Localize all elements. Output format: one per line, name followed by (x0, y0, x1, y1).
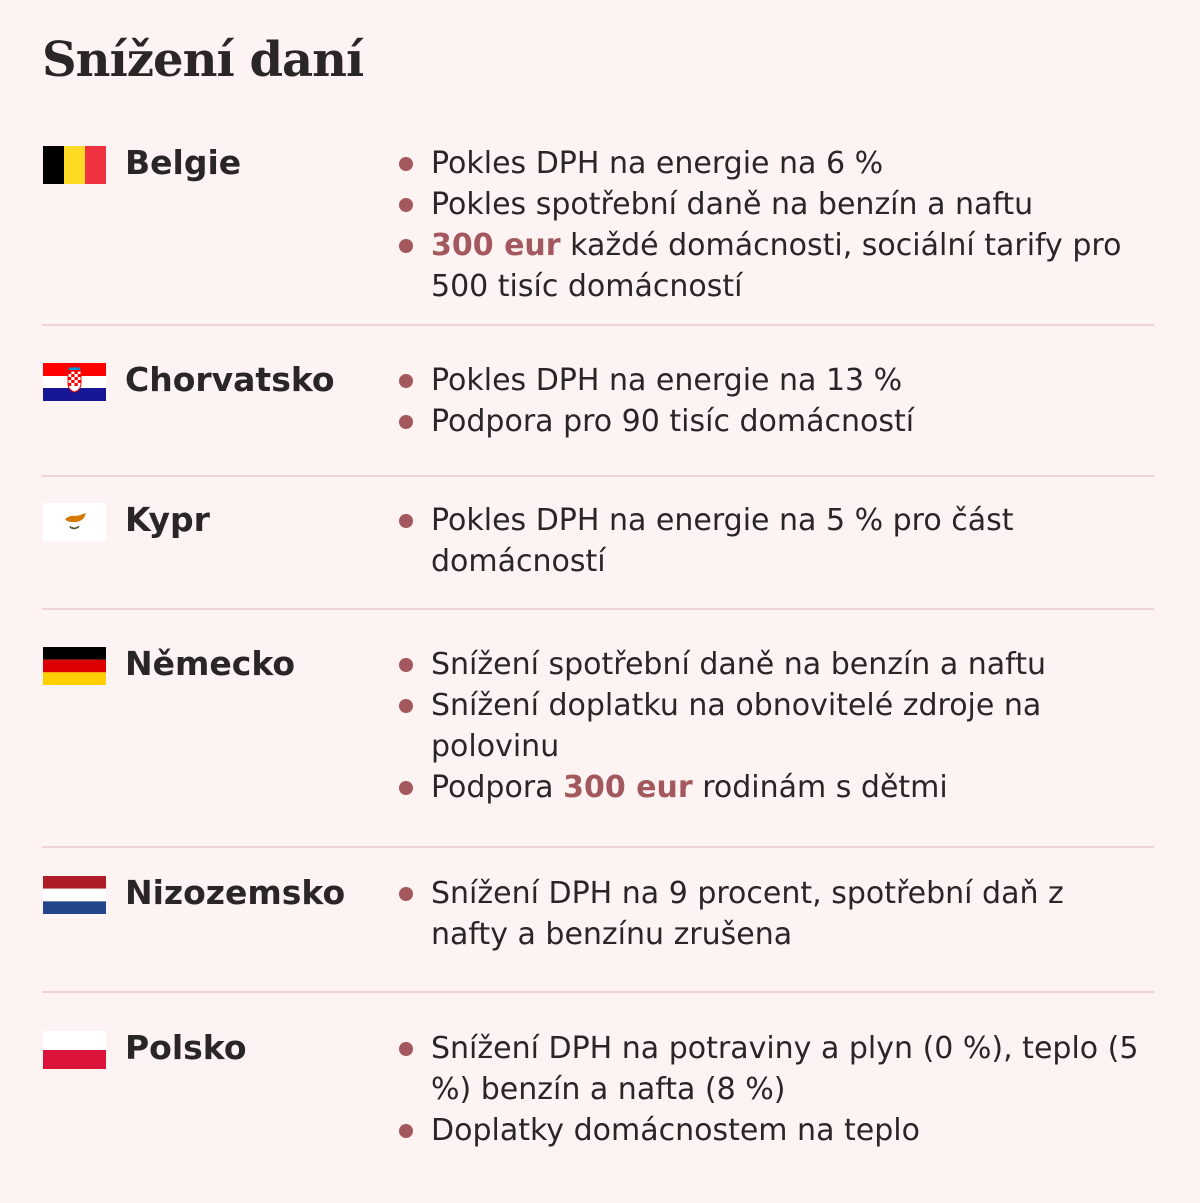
bullet-icon (399, 1042, 413, 1056)
divider (42, 991, 1154, 993)
list-item (397, 184, 1147, 225)
country-name: Belgie (125, 143, 242, 182)
list-item (397, 1110, 1147, 1151)
list-item (397, 225, 1147, 307)
list-item (397, 685, 1147, 767)
divider (42, 324, 1154, 326)
divider (42, 475, 1154, 477)
item-text: každé domácnosti, sociální tarify pro 500 tisíc domácností (431, 228, 1122, 304)
list-item (397, 873, 1147, 955)
page-title: Snížení daní (42, 32, 364, 88)
item-text: Snížení DPH na potraviny a plyn (0 %), teplo (5 %) benzín a nafta (8 %) (431, 1031, 1139, 1107)
measure-list (397, 360, 1147, 442)
bullet-icon (399, 1124, 413, 1138)
bullet-icon (399, 157, 413, 171)
bullet-icon (399, 198, 413, 212)
item-text: rodinám s dětmi (692, 770, 948, 805)
measure-list (397, 500, 1147, 582)
poland-flag-icon (43, 1031, 106, 1069)
bullet-icon (399, 781, 413, 795)
list-item (397, 1028, 1147, 1110)
item-text: Doplatky domácnostem na teplo (431, 1113, 920, 1148)
germany-flag-icon (43, 647, 106, 685)
list-item (397, 401, 1147, 442)
cyprus-flag-icon (43, 503, 106, 541)
country-name: Německo (125, 644, 296, 683)
list-item (397, 500, 1147, 582)
belgium-flag-icon (43, 146, 106, 184)
bullet-icon (399, 887, 413, 901)
bullet-icon (399, 374, 413, 388)
bullet-icon (399, 415, 413, 429)
highlight-amount: 300 eur (431, 228, 561, 263)
country-name: Nizozemsko (125, 873, 346, 912)
item-text: Snížení DPH na 9 procent, spotřební daň z nafty a benzínu zrušena (431, 876, 1064, 952)
list-item (397, 143, 1147, 184)
croatia-flag-icon (43, 363, 106, 401)
bullet-icon (399, 658, 413, 672)
item-text: Pokles DPH na energie na 5 % pro část domácností (431, 503, 1014, 579)
highlight-amount: 300 eur (563, 770, 693, 805)
item-text: Pokles DPH na energie na 6 % (431, 146, 884, 181)
measure-list (397, 1028, 1147, 1151)
bullet-icon (399, 239, 413, 253)
divider (42, 608, 1154, 610)
item-text: Podpora (431, 770, 564, 805)
country-name: Chorvatsko (125, 360, 335, 399)
item-text: Pokles DPH na energie na 13 % (431, 363, 903, 398)
measure-list (397, 644, 1147, 808)
list-item (397, 360, 1147, 401)
country-name: Polsko (125, 1028, 247, 1067)
bullet-icon (399, 699, 413, 713)
item-text: Snížení doplatku na obnovitelé zdroje na polovinu (431, 688, 1042, 764)
bullet-icon (399, 514, 413, 528)
netherlands-flag-icon (43, 876, 106, 914)
item-text: Podpora pro 90 tisíc domácností (431, 404, 915, 439)
list-item (397, 767, 1147, 808)
item-text: Pokles spotřební daně na benzín a naftu (431, 187, 1034, 222)
divider (42, 846, 1154, 848)
country-name: Kypr (125, 500, 210, 539)
measure-list (397, 143, 1147, 307)
list-item (397, 644, 1147, 685)
measure-list (397, 873, 1147, 955)
item-text: Snížení spotřební daně na benzín a naftu (431, 647, 1046, 682)
